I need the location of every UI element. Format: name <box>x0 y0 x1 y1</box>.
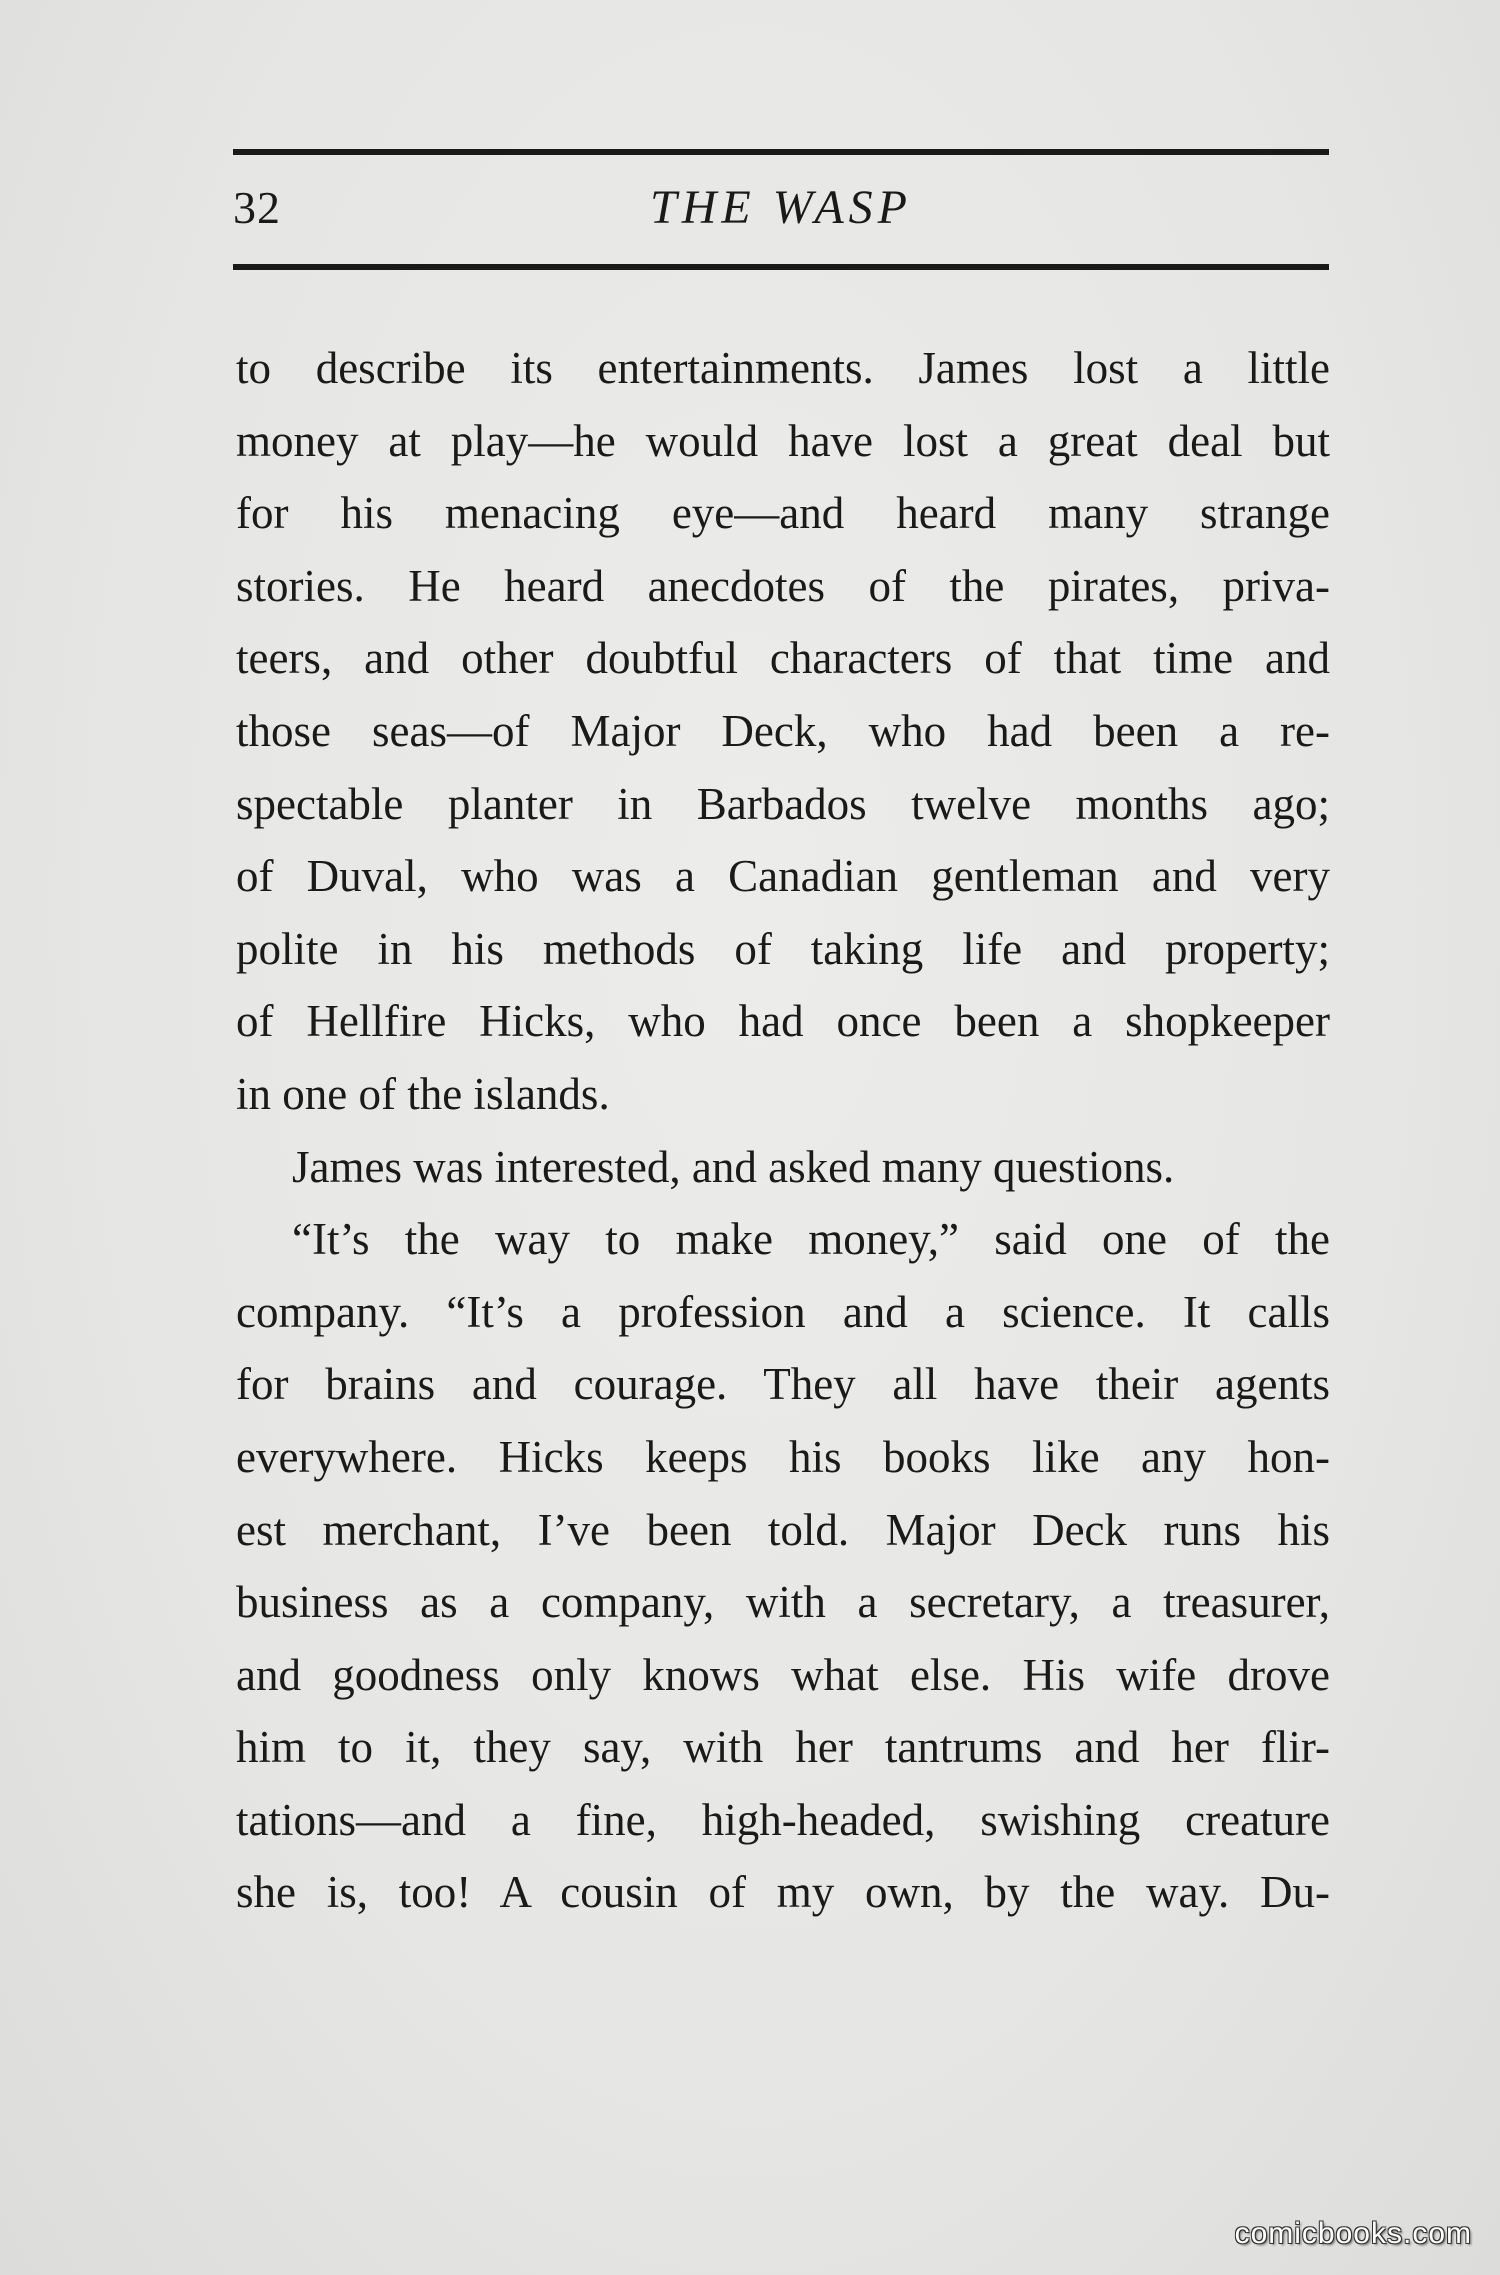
body-text <box>236 332 1330 1929</box>
text-line: “It’s the way to make money,” said one of the <box>292 1214 1330 1265</box>
text-line: for brains and courage. They all have their agents <box>236 1359 1330 1410</box>
text-line: in one of the islands. <box>236 1068 610 1119</box>
text-line: of Hellfire Hicks, who had once been a shopkeeper <box>236 996 1330 1047</box>
text-line: spectable planter in Barbados twelve months ago; <box>236 778 1330 829</box>
text-line: company. “It’s a profession and a science. It calls <box>236 1286 1330 1337</box>
text-line: est merchant, I’ve been told. Major Deck runs his <box>236 1504 1330 1555</box>
text-line: of Duval, who was a Canadian gentleman and very <box>236 851 1330 902</box>
text-line: tations—and a fine, high-headed, swishing creature <box>236 1794 1330 1845</box>
page-number: 32 <box>233 182 281 233</box>
header-bottom-rule <box>233 264 1329 270</box>
text-line: she is, too! A cousin of my own, by the way. Du- <box>236 1867 1330 1918</box>
running-title: THE WASP <box>650 181 912 234</box>
text-line: to describe its entertainments. James lost a little <box>236 343 1330 393</box>
text-line: and goodness only knows what else. His wife drove <box>236 1649 1330 1700</box>
text-line: polite in his methods of taking life and property; <box>236 923 1330 974</box>
text-line: money at play—he would have lost a great deal but <box>236 415 1330 466</box>
text-line: business as a company, with a secretary, a treasurer, <box>236 1577 1330 1628</box>
watermark: comicbooks.com <box>1234 2217 1472 2250</box>
text-line: him to it, they say, with her tantrums and her flir- <box>236 1722 1330 1773</box>
text-line: those seas—of Major Deck, who had been a re- <box>236 705 1330 756</box>
text-line: teers, and other doubtful characters of that time and <box>236 633 1330 684</box>
text-line: everywhere. Hicks keeps his books like any hon- <box>236 1431 1330 1482</box>
text-line: James was interested, and asked many questions. <box>292 1141 1175 1192</box>
header-top-rule <box>233 149 1329 155</box>
text-line: stories. He heard anecdotes of the pirates, priva- <box>236 560 1330 611</box>
text-line: for his menacing eye—and heard many strange <box>236 488 1330 539</box>
